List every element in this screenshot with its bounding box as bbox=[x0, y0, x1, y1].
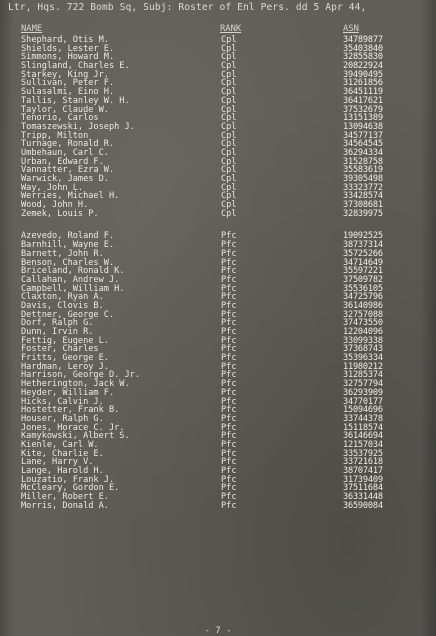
asn-column-header: ASN bbox=[343, 24, 359, 34]
soldier-rank: Pfc bbox=[221, 379, 237, 390]
soldier-asn: 39490495 bbox=[343, 69, 383, 80]
soldier-name: Barnhill, Wayne E. bbox=[21, 240, 115, 251]
soldier-name: Starkey, King Jr. bbox=[21, 69, 109, 80]
soldier-rank: Pfc bbox=[221, 231, 237, 242]
soldier-asn: 13151389 bbox=[343, 113, 383, 124]
soldier-rank: Cpl bbox=[221, 191, 237, 202]
soldier-name: Davis, Clovis B. bbox=[21, 300, 104, 311]
soldier-rank: Cpl bbox=[221, 165, 237, 176]
soldier-name: Sulasalmi, Eino H. bbox=[21, 87, 115, 98]
soldier-rank: Cpl bbox=[221, 104, 237, 115]
soldier-rank: Cpl bbox=[221, 35, 237, 45]
soldier-name: Tomaszewski, Joseph J. bbox=[21, 121, 135, 132]
soldier-rank: Cpl bbox=[221, 121, 237, 132]
soldier-name: Zemek, Louis P. bbox=[21, 208, 99, 219]
soldier-name: Sullivan, Peter F. bbox=[21, 78, 115, 89]
soldier-asn: 38707417 bbox=[343, 466, 383, 476]
soldier-name: Shields, Lester E. bbox=[21, 43, 115, 54]
soldier-name: Callahan, Andrew J. bbox=[21, 274, 120, 285]
soldier-name: Kite, Charlie E. bbox=[21, 448, 104, 459]
soldier-asn: 15118574 bbox=[343, 422, 383, 433]
roster-list bbox=[0, 36, 436, 510]
soldier-asn: 36590084 bbox=[343, 500, 383, 511]
soldier-rank: Cpl bbox=[221, 130, 237, 141]
soldier-asn: 33744378 bbox=[343, 413, 383, 424]
soldier-asn: 36146694 bbox=[343, 431, 383, 442]
soldier-rank: Cpl bbox=[221, 87, 237, 98]
soldier-name: Dorf, Ralph G. bbox=[21, 318, 94, 329]
soldier-name: Harrison, George D. Jr. bbox=[21, 370, 140, 381]
soldier-asn: 19092525 bbox=[343, 231, 383, 242]
document-header: Ltr, Hqs. 722 Bomb Sq, Subj: Roster of Enl Pers. dd 5 Apr 44, bbox=[8, 2, 367, 13]
soldier-asn: 34725796 bbox=[343, 292, 383, 303]
soldier-rank: Pfc bbox=[221, 335, 237, 346]
soldier-asn: 36140986 bbox=[343, 300, 383, 311]
soldier-asn: 13094638 bbox=[343, 121, 383, 132]
soldier-rank: Pfc bbox=[221, 422, 237, 433]
soldier-name: Briceland, Ronald K. bbox=[21, 266, 125, 277]
soldier-name: Tenorio, Carlos bbox=[21, 113, 99, 124]
soldier-name: Wood, John H. bbox=[21, 200, 89, 211]
soldier-name: Morris, Donald A. bbox=[21, 500, 109, 511]
soldier-rank: Pfc bbox=[221, 474, 237, 485]
soldier-asn: 36331448 bbox=[343, 492, 383, 503]
soldier-rank: Pfc bbox=[221, 266, 237, 277]
soldier-asn: 39305498 bbox=[343, 174, 383, 184]
soldier-rank: Cpl bbox=[221, 139, 237, 150]
soldier-rank: Cpl bbox=[221, 113, 237, 124]
soldier-asn: 33721618 bbox=[343, 457, 383, 468]
soldier-rank: Pfc bbox=[221, 431, 237, 442]
soldier-asn: 12204096 bbox=[343, 327, 383, 337]
soldier-rank: Cpl bbox=[221, 69, 237, 80]
soldier-name: Umbehaun, Carl C. bbox=[21, 147, 109, 158]
soldier-asn: 37511684 bbox=[343, 483, 383, 494]
soldier-rank: Pfc bbox=[221, 492, 237, 503]
soldier-name: Campbell, William H. bbox=[21, 283, 125, 294]
soldier-asn: 35597221 bbox=[343, 266, 383, 277]
soldier-asn: 36417621 bbox=[343, 95, 383, 106]
roster-row bbox=[0, 502, 436, 511]
soldier-rank: Pfc bbox=[221, 300, 237, 311]
soldier-asn: 31739409 bbox=[343, 474, 383, 485]
soldier-name: Louzatio, Frank J. bbox=[21, 474, 115, 485]
soldier-asn: 35403840 bbox=[343, 43, 383, 54]
soldier-asn: 36451119 bbox=[343, 87, 383, 98]
soldier-name: Lange, Harold H. bbox=[21, 466, 104, 476]
soldier-asn: 31528758 bbox=[343, 156, 383, 167]
soldier-name: Heyder, William F. bbox=[21, 387, 115, 398]
soldier-rank: Cpl bbox=[221, 208, 237, 219]
soldier-rank: Cpl bbox=[221, 182, 237, 193]
soldier-name: Kamykowski, Albert S. bbox=[21, 431, 130, 442]
soldier-rank: Cpl bbox=[221, 174, 237, 184]
name-column-header: NAME bbox=[21, 24, 43, 34]
soldier-asn: 15094696 bbox=[343, 405, 383, 416]
soldier-asn: 37473550 bbox=[343, 318, 383, 329]
soldier-asn: 36293909 bbox=[343, 387, 383, 398]
soldier-rank: Pfc bbox=[221, 466, 237, 476]
soldier-rank: Pfc bbox=[221, 327, 237, 337]
roster-row bbox=[0, 210, 436, 219]
soldier-rank: Pfc bbox=[221, 309, 237, 320]
soldier-name: Barnett, John R. bbox=[21, 248, 104, 259]
soldier-name: Tallis, Stanley W. H. bbox=[21, 95, 130, 106]
soldier-name: Shephard, Otis M. bbox=[21, 35, 109, 45]
soldier-rank: Pfc bbox=[221, 405, 237, 416]
rank-column-header: RANK bbox=[220, 24, 242, 34]
soldier-asn: 31261856 bbox=[343, 78, 383, 89]
soldier-asn: 35583619 bbox=[343, 165, 383, 176]
soldier-rank: Cpl bbox=[221, 43, 237, 54]
soldier-asn: 11980212 bbox=[343, 361, 383, 372]
soldier-asn: 34564545 bbox=[343, 139, 383, 150]
soldier-rank: Cpl bbox=[221, 61, 237, 72]
soldier-asn: 38737314 bbox=[343, 240, 383, 251]
soldier-rank: Pfc bbox=[221, 248, 237, 259]
soldier-name: Miller, Robert E. bbox=[21, 492, 109, 503]
soldier-rank: Pfc bbox=[221, 292, 237, 303]
soldier-name: Vannatter, Ezra W. bbox=[21, 165, 115, 176]
soldier-asn: 32757088 bbox=[343, 309, 383, 320]
soldier-asn: 32757794 bbox=[343, 379, 383, 390]
soldier-rank: Cpl bbox=[221, 78, 237, 89]
soldier-asn: 37368743 bbox=[343, 344, 383, 355]
soldier-name: Azevedo, Roland F. bbox=[21, 231, 115, 242]
soldier-name: Fritts, George E. bbox=[21, 353, 109, 364]
soldier-name: Kienle, Carl W. bbox=[21, 439, 99, 450]
soldier-name: Dettner, George C. bbox=[21, 309, 115, 320]
soldier-asn: 35536105 bbox=[343, 283, 383, 294]
soldier-asn: 34789877 bbox=[343, 35, 383, 45]
soldier-name: Warwick, James D. bbox=[21, 174, 109, 184]
soldier-rank: Pfc bbox=[221, 318, 237, 329]
soldier-asn: 32855830 bbox=[343, 52, 383, 63]
soldier-name: Houser, Ralph G. bbox=[21, 413, 104, 424]
soldier-rank: Pfc bbox=[221, 361, 237, 372]
soldier-rank: Cpl bbox=[221, 156, 237, 167]
soldier-asn: 37509782 bbox=[343, 274, 383, 285]
soldier-asn: 35396334 bbox=[343, 353, 383, 364]
soldier-rank: Pfc bbox=[221, 413, 237, 424]
soldier-name: Lane, Harry V. bbox=[21, 457, 94, 468]
soldier-name: Way, John L. bbox=[21, 182, 84, 193]
soldier-asn: 34770177 bbox=[343, 396, 383, 407]
soldier-asn: 33323772 bbox=[343, 182, 383, 193]
soldier-asn: 31285374 bbox=[343, 370, 383, 381]
soldier-asn: 12157034 bbox=[343, 439, 383, 450]
soldier-asn: 37308681 bbox=[343, 200, 383, 211]
soldier-rank: Pfc bbox=[221, 448, 237, 459]
soldier-name: Simmons, Howard M. bbox=[21, 52, 115, 63]
soldier-rank: Pfc bbox=[221, 396, 237, 407]
soldier-asn: 33537925 bbox=[343, 448, 383, 459]
soldier-rank: Pfc bbox=[221, 483, 237, 494]
soldier-rank: Pfc bbox=[221, 274, 237, 285]
soldier-name: Jones, Horace C. Jr. bbox=[21, 422, 125, 433]
soldier-rank: Pfc bbox=[221, 500, 237, 511]
soldier-rank: Cpl bbox=[221, 200, 237, 211]
soldier-rank: Pfc bbox=[221, 240, 237, 251]
soldier-asn: 35725266 bbox=[343, 248, 383, 259]
soldier-name: Hetherington, Jack W. bbox=[21, 379, 130, 390]
soldier-asn: 20822924 bbox=[343, 61, 383, 72]
soldier-rank: Pfc bbox=[221, 283, 237, 294]
soldier-rank: Cpl bbox=[221, 147, 237, 158]
soldier-rank: Pfc bbox=[221, 370, 237, 381]
soldier-rank: Pfc bbox=[221, 344, 237, 355]
soldier-name: Turnage, Ronald R. bbox=[21, 139, 115, 150]
soldier-rank: Cpl bbox=[221, 95, 237, 106]
soldier-asn: 32839975 bbox=[343, 208, 383, 219]
soldier-name: Urban, Edward F. bbox=[21, 156, 104, 167]
soldier-name: Hardman, Leroy J. bbox=[21, 361, 109, 372]
page-number: - 7 - bbox=[204, 626, 232, 636]
soldier-name: Hicks, Calvin J. bbox=[21, 396, 104, 407]
soldier-name: Werries, Michael H. bbox=[21, 191, 120, 202]
soldier-name: Fettig, Eugene L. bbox=[21, 335, 109, 346]
soldier-name: Tripp, Milton bbox=[21, 130, 89, 141]
soldier-asn: 33428574 bbox=[343, 191, 383, 202]
soldier-asn: 34577137 bbox=[343, 130, 383, 141]
soldier-asn: 34714649 bbox=[343, 257, 383, 268]
soldier-name: Foster, Charles bbox=[21, 344, 99, 355]
soldier-name: Claxton, Ryan A. bbox=[21, 292, 104, 303]
soldier-rank: Pfc bbox=[221, 457, 237, 468]
soldier-name: Taylor, Claude W. bbox=[21, 104, 109, 115]
soldier-name: McCleary, Gordon E. bbox=[21, 483, 120, 494]
soldier-asn: 33099338 bbox=[343, 335, 383, 346]
soldier-asn: 36294334 bbox=[343, 147, 383, 158]
soldier-name: Slingland, Charles E. bbox=[21, 61, 130, 72]
soldier-rank: Pfc bbox=[221, 353, 237, 364]
soldier-rank: Pfc bbox=[221, 387, 237, 398]
soldier-name: Benson, Charles W. bbox=[21, 257, 115, 268]
soldier-rank: Cpl bbox=[221, 52, 237, 63]
soldier-rank: Pfc bbox=[221, 439, 237, 450]
soldier-asn: 37532679 bbox=[343, 104, 383, 115]
soldier-name: Dunn, Irvin R. bbox=[21, 327, 94, 337]
soldier-rank: Pfc bbox=[221, 257, 237, 268]
soldier-name: Hostetter, Frank B. bbox=[21, 405, 120, 416]
